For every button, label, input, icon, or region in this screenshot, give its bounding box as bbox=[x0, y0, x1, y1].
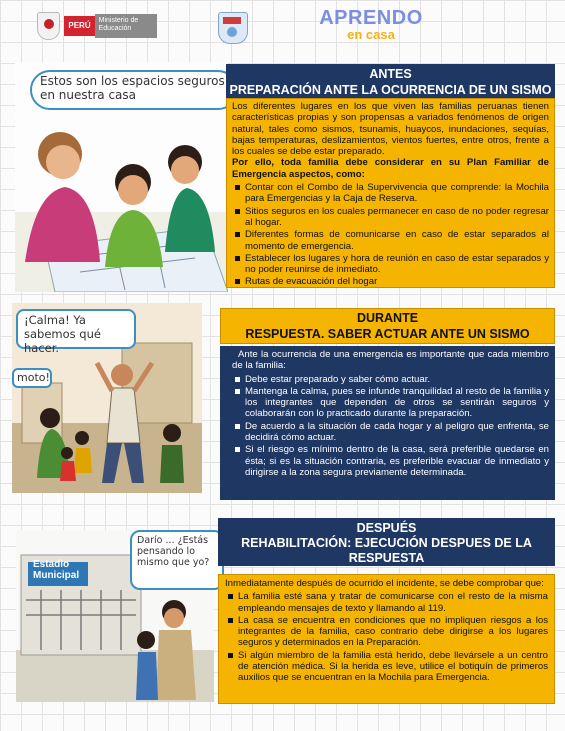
antes-lead: Por ello, toda familia debe considerar en su Plan Familiar de Emergencia aspectos, como: bbox=[232, 157, 549, 180]
list-item: Diferentes formas de comunicarse en caso de estar separados al momento de emergencia. bbox=[245, 229, 549, 252]
durante-bubble-text: ¡Calma! Ya sabemos qué hacer. bbox=[24, 313, 101, 355]
list-item: Si algún miembro de la familia está herido, debe llevársele a un centro de atención médica. Si la herida es leve, utilice el botiquín de primeros auxilios que se encuentran en la Mochila para Emergencia. bbox=[238, 649, 548, 684]
peru-shield-icon bbox=[37, 12, 60, 40]
despues-speech-bubble bbox=[130, 530, 224, 590]
despues-intro: Inmediatamente después de ocurrido el incidente, se debe comprobar que: bbox=[225, 578, 544, 589]
list-item: Rutas de evacuación del hogar bbox=[245, 276, 549, 287]
durante-intro: Ante la ocurrencia de una emergencia es importante que cada miembro de la familia: bbox=[232, 349, 549, 372]
antes-title bbox=[226, 64, 555, 98]
list-item: Si el riesgo es mínimo dentro de la casa, será preferible quedarse en ésta; si es la situación contraria, es preferible evacuar de inmediato y dirigirse a la zona segura previamente determinada. bbox=[245, 444, 549, 478]
durante-bubble-2-text: moto! bbox=[17, 371, 50, 384]
antes-content bbox=[226, 98, 555, 288]
despues-list bbox=[225, 591, 548, 683]
aprendo-text: APRENDO bbox=[319, 7, 423, 29]
durante-content bbox=[220, 346, 555, 500]
peru-label: PERÚ bbox=[64, 16, 94, 36]
list-item: Sitios seguros en los cuales permanecer en caso de no poder regresar al hogar. bbox=[245, 205, 549, 228]
durante-title-2: RESPUESTA. SABER ACTUAR ANTE UN SISMO bbox=[245, 327, 530, 341]
durante-speech-bubble-2 bbox=[12, 368, 52, 388]
despues-title bbox=[218, 518, 555, 566]
antes-intro: Los diferentes lugares en los que viven las familias peruanas tienen características propias y son propensas a variados fenómenos de origen natural, tales como sismos, tsunamis, huaycos, inundaciones, sequías, bajas temperaturas, deslizamientos, vientos fuertes, entre otros, frente a los cuales se debe estar preparado. bbox=[232, 101, 549, 158]
antes-bubble-text: Estos son los espacios seguros en nuestra casa bbox=[40, 74, 225, 102]
antes-title-2: PREPARACIÓN ANTE LA OCURRENCIA DE UN SISMO bbox=[229, 83, 552, 97]
durante-list bbox=[232, 374, 549, 479]
list-item: La familia esté sana y tratar de comunicarse con el resto de la misma empleando mensajes de texto y llamando al 119. bbox=[238, 591, 548, 614]
list-item: Contar con el Combo de la Supervivencia que comprende: la Mochila para Emergencias y la Caja de Reserva. bbox=[245, 182, 549, 205]
list-item: Debe estar preparado y saber cómo actuar. bbox=[245, 374, 549, 385]
list-item: Establecer los lugares y hora de reunión en caso de estar separados y no poder reunirse de inmediato. bbox=[245, 252, 549, 276]
minedu-logo bbox=[37, 10, 157, 42]
stadium-sign-text: Estadio Municipal bbox=[33, 559, 80, 581]
list-item: La casa se encuentra en condiciones que no impliquen riesgos a los integrantes de la familia, caso contrario debe dirigirse a los lugares seguros y determinados en la Preparación. bbox=[238, 614, 548, 649]
list-item: De acuerdo a la situación de cada hogar y al peligro que enfrenta, se decidirá cómo actuar. bbox=[245, 420, 549, 444]
durante-speech-bubble bbox=[16, 309, 136, 355]
despues-content bbox=[218, 574, 555, 704]
aprendo-en-casa-logo bbox=[316, 8, 426, 44]
stadium-sign bbox=[29, 556, 87, 586]
durante-title-1: DURANTE bbox=[356, 311, 419, 325]
despues-title-1: DESPUÉS bbox=[356, 521, 417, 535]
school-crest-icon bbox=[218, 12, 248, 44]
ministerio-label: Ministerio de Educación bbox=[95, 14, 157, 38]
despues-title-2: REHABILITACIÓN: EJECUCIÓN DESPUES DE LA RESPUESTA bbox=[241, 536, 532, 565]
despues-bubble-text: Darío ... ¿Estás pensando lo mismo que yo? bbox=[137, 535, 210, 568]
antes-speech-bubble bbox=[30, 70, 238, 110]
antes-title-1: ANTES bbox=[369, 67, 412, 81]
durante-title bbox=[220, 308, 555, 344]
list-item: Mantenga la calma, pues se infunde tranquilidad al resto de la familia y los integrantes que dependen de otros se sentirán seguros y colaborarán con lo practicado durante la preparación. bbox=[245, 385, 549, 420]
antes-list bbox=[232, 182, 549, 288]
en-casa-text: en casa bbox=[347, 27, 395, 42]
